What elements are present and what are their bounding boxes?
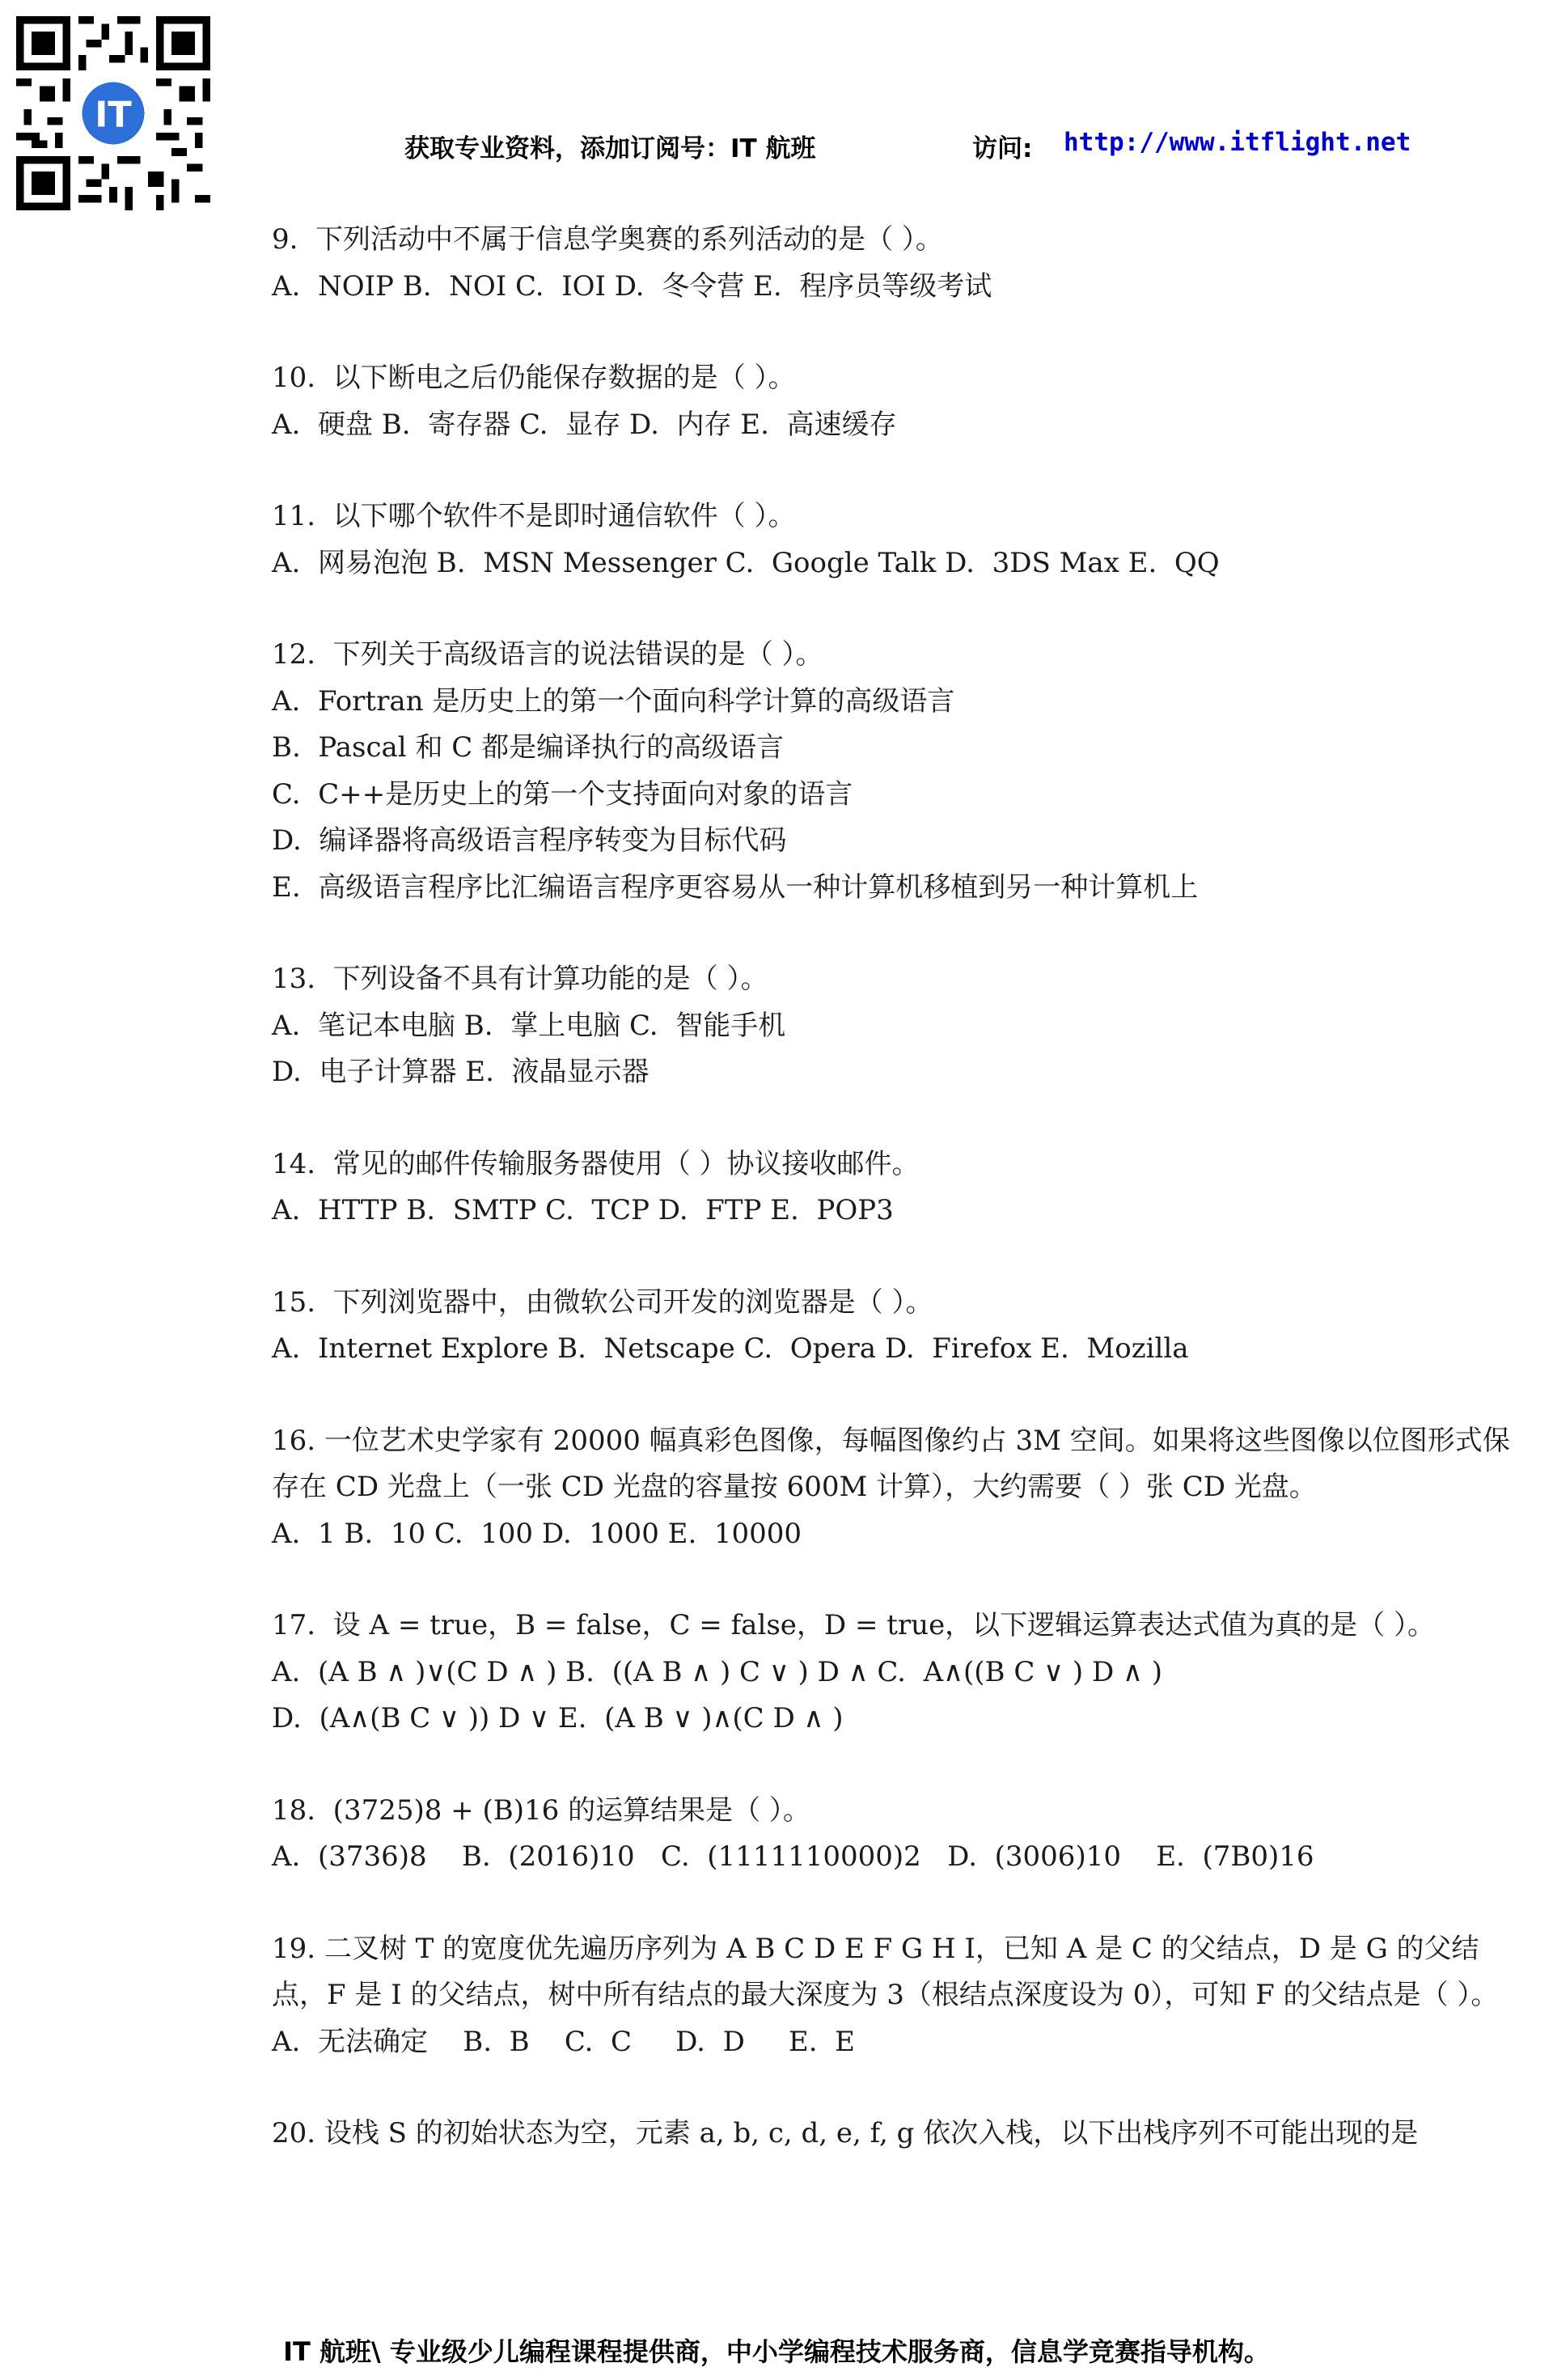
question-14	[272, 1141, 1521, 1234]
question-11	[272, 493, 1521, 587]
question-text: 19. 二叉树 T 的宽度优先遍历序列为 A B C D E F G H I，已知 A 是 C 的父结点，D 是 G 的父结点，F 是 I 的父结点，树中所有结点的最大深度为 3（根结点深度设为 0），可知 F 的父结点是（ ）。	[272, 1932, 1499, 2011]
option-line: A. (A B ∧ )∨(C D ∧ ) B. ((A B ∧ ) C ∨ ) D ∧ C. A∧((B C ∨ ) D ∧ )	[272, 1655, 1162, 1688]
qr-code-image	[16, 16, 210, 210]
option-line: A. 笔记本电脑 B. 掌上电脑 C. 智能手机	[272, 1009, 786, 1042]
option-line: A. (3736)8 B. (2016)10 C. (1111110000)2 D. (3006)10 E. (7B0)16	[272, 1840, 1314, 1873]
option-line: D. (A∧(B C ∨ )) D ∨ E. (A B ∨ )∧(C D ∧ )	[272, 1702, 844, 1734]
question-text: 14. 常见的邮件传输服务器使用（ ）协议接收邮件。	[272, 1147, 920, 1180]
option-line: A. NOIP B. NOI C. IOI D. 冬令营 E. 程序员等级考试	[272, 269, 992, 303]
option-line: A. 网易泡泡 B. MSN Messenger C. Google Talk D. 3DS Max E. QQ	[272, 546, 1220, 579]
option-line: D. 编译器将高级语言程序转变为目标代码	[272, 824, 787, 857]
question-text: 17. 设 A = true，B = false，C = false，D = true，以下逻辑运算表达式值为真的是（ ）。	[272, 1609, 1435, 1641]
question-9	[272, 217, 1521, 310]
option-line: A. 硬盘 B. 寄存器 C. 显存 D. 内存 E. 高速缓存	[272, 408, 897, 441]
option-line: C. C++是历史上的第一个支持面向对象的语言	[272, 777, 853, 811]
question-15	[272, 1280, 1521, 1373]
option-line: A. 无法确定 B. B C. C D. D E. E	[272, 2025, 855, 2058]
question-13	[272, 956, 1521, 1096]
question-text: 16. 一位艺术史学家有 20000 幅真彩色图像，每幅图像约占 3M 空间。如果将这些图像以位图形式保存在 CD 光盘上（一张 CD 光盘的容量按 600M 计算），大约需要（ ）张 CD 光盘。	[272, 1424, 1510, 1503]
option-line: D. 电子计算器 E. 液晶显示器	[272, 1056, 650, 1088]
option-line: E. 高级语言程序比汇编语言程序更容易从一种计算机移植到另一种计算机上	[272, 870, 1199, 904]
question-text: 20. 设栈 S 的初始状态为空，元素 a, b, c, d, e, f, g 依次入栈，以下出栈序列不可能出现的是	[272, 2117, 1419, 2149]
question-17	[272, 1603, 1521, 1743]
question-19	[272, 1926, 1521, 2066]
promo-text: 获取专业资料，添加订阅号：IT 航班	[404, 134, 816, 163]
question-text: 10. 以下断电之后仍能保存数据的是（ ）。	[272, 362, 796, 394]
question-text: 15. 下列浏览器中，由微软公司开发的浏览器是（ ）。	[272, 1285, 933, 1319]
qr-logo-text: IT	[95, 95, 132, 136]
question-20	[272, 2111, 1521, 2158]
option-line: A. Internet Explore B. Netscape C. Opera D. Firefox E. Mozilla	[272, 1332, 1189, 1365]
visit-label: 访问:	[972, 134, 1033, 163]
question-text: 18. (3725)8 + (B)16 的运算结果是（ ）。	[272, 1793, 810, 1827]
option-line: A. 1 B. 10 C. 100 D. 1000 E. 10000	[272, 1517, 802, 1550]
question-text: 13. 下列设备不具有计算功能的是（ ）。	[272, 963, 768, 995]
question-16	[272, 1418, 1521, 1558]
question-12	[272, 632, 1521, 911]
question-text: 9. 下列活动中不属于信息学奥赛的系列活动的是（ ）。	[272, 223, 943, 256]
question-text: 12. 下列关于高级语言的说法错误的是（ ）。	[272, 638, 823, 671]
question-10	[272, 355, 1521, 448]
option-line: A. HTTP B. SMTP C. TCP D. FTP E. POP3	[272, 1194, 894, 1226]
page-header	[404, 128, 1456, 168]
option-line: A. Fortran 是历史上的第一个面向科学计算的高级语言	[272, 684, 955, 718]
question-text: 11. 以下哪个软件不是即时通信软件（ ）。	[272, 500, 796, 532]
page-footer: IT 航班\ 专业级少儿编程课程提供商，中小学编程技术服务商，信息学竞赛指导机构。	[283, 2336, 1270, 2367]
option-line: B. Pascal 和 C 都是编译执行的高级语言	[272, 731, 785, 764]
question-list	[272, 217, 1521, 2203]
question-18	[272, 1788, 1521, 1881]
site-link[interactable]: http://www.itflight.net	[1064, 128, 1411, 157]
